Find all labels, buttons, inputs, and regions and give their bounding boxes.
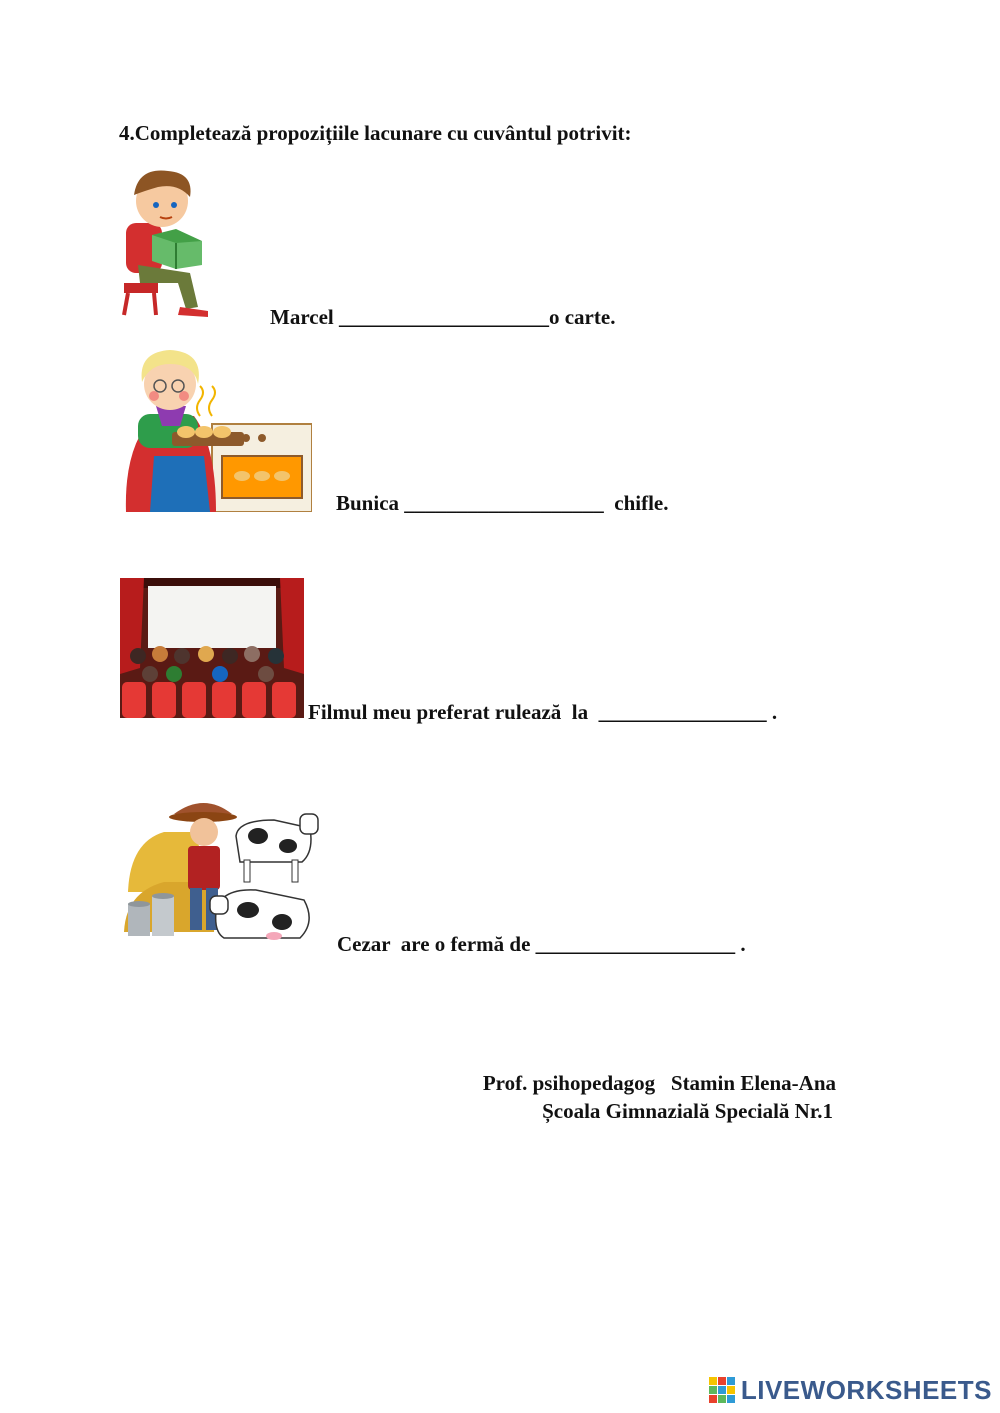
sentence-3: Filmul meu preferat rulează la ________________ . (308, 700, 778, 724)
sentence-1: Marcel ____________________o carte. (270, 305, 616, 329)
liveworksheets-blocks-icon (709, 1377, 735, 1403)
instruction-heading: 4.Completează propozițiile lacunare cu cuvântul potrivit: (119, 121, 632, 145)
boy-reading-book-icon (118, 165, 216, 323)
teacher-signature: Prof. psihopedagog Stamin Elena-Ana (482, 1071, 836, 1095)
grandma-baking-icon (124, 346, 312, 512)
cinema-audience-icon (120, 578, 304, 718)
sentence-4: Cezar are o fermă de ___________________ . (337, 932, 746, 956)
school-name: Școala Gimnazială Specială Nr.1 (542, 1099, 833, 1123)
liveworksheets-wordmark: LIVEWORKSHEETS (740, 1374, 992, 1405)
sentence-2: Bunica ___________________ chifle. (336, 491, 669, 515)
liveworksheets-logo (709, 1375, 992, 1405)
farmer-cows-icon (124, 792, 320, 948)
